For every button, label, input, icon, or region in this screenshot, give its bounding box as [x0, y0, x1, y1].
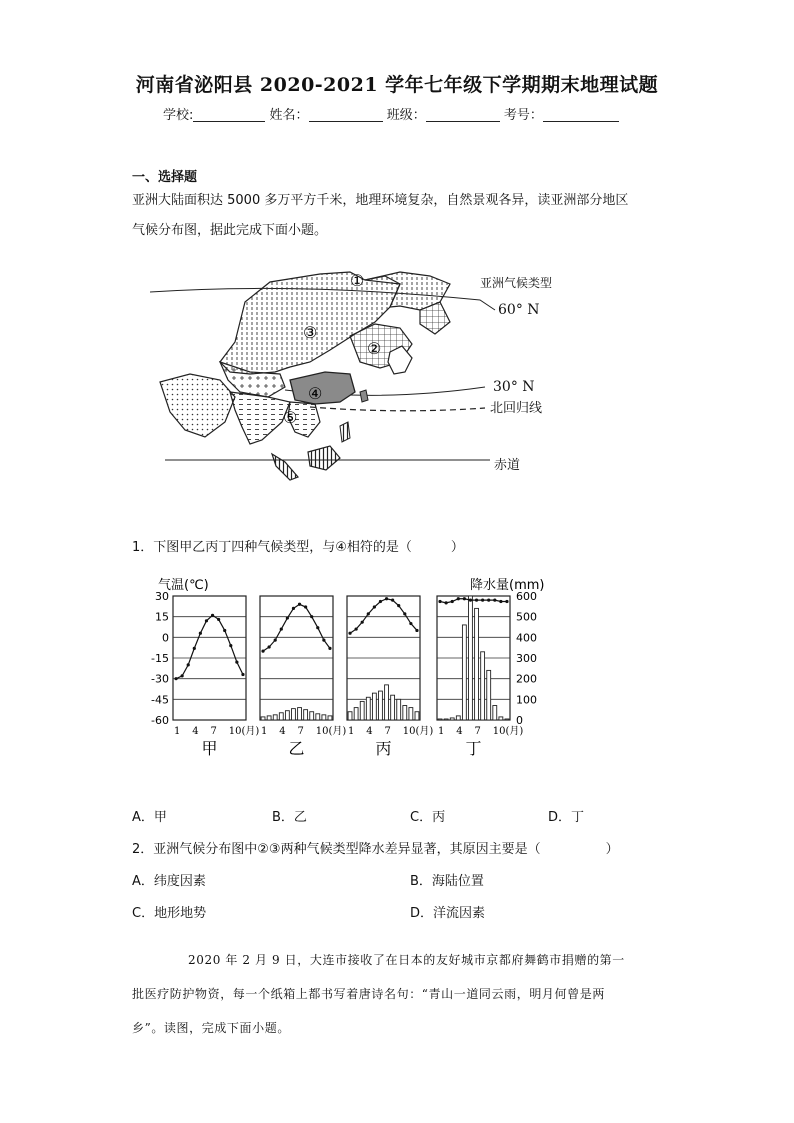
temp-point [463, 597, 466, 600]
month-tick-label: 4 [192, 726, 199, 737]
month-tick-label: 7 [210, 726, 217, 737]
precip-bar [285, 711, 289, 720]
temp-point [499, 600, 502, 603]
exam-number-label: 考号： [503, 108, 543, 123]
temp-point [292, 607, 295, 610]
temp-tick-label: 0 [162, 631, 169, 645]
precip-bar [462, 625, 466, 720]
region-4-label: ④ [308, 384, 323, 403]
lat-60-label: 60° N [498, 302, 540, 318]
month-tick-label: 1 [261, 726, 268, 737]
temp-point [373, 605, 376, 608]
month-tick-label: 4 [279, 726, 286, 737]
intro-line-2: 气候分布图，据此完成下面小题。 [132, 223, 328, 238]
precip-bar [316, 714, 320, 720]
precip-bar [391, 695, 395, 720]
month-tick-label: 4 [456, 726, 463, 737]
region-3-label: ③ [303, 323, 318, 342]
precip-tick-label: 0 [516, 714, 523, 727]
panel-name: 甲 [201, 739, 218, 758]
precip-bar [397, 699, 401, 720]
precip-bar [469, 596, 473, 720]
intro-line-1: 亚洲大陆面积达 5000 多万平方千米，地理环境复杂，自然景观各异，读亚洲部分地区 [132, 193, 629, 208]
precip-bar [450, 718, 454, 720]
precip-bar [292, 709, 296, 720]
temp-point [438, 600, 441, 603]
temp-point [316, 626, 319, 629]
region-4-area [290, 372, 355, 404]
precip-bar [379, 691, 383, 720]
temp-point [355, 627, 358, 630]
month-tick-label: 7 [474, 726, 481, 737]
lat-30-label: 30° N [493, 379, 535, 395]
temp-point [457, 597, 460, 600]
temp-point [280, 627, 283, 630]
precip-bar [279, 713, 283, 720]
section-heading: 一、选择题 [132, 170, 198, 185]
panel-name: 乙 [288, 739, 305, 758]
precip-bar [444, 719, 448, 720]
temp-tick-label: -45 [151, 693, 169, 707]
temp-point [391, 599, 394, 602]
temp-point [385, 597, 388, 600]
student-info-row [163, 104, 619, 123]
philippine-islands [340, 422, 350, 442]
temp-point [469, 599, 472, 602]
class-blank[interactable] [426, 107, 500, 122]
temp-point [361, 621, 364, 624]
temp-point [328, 647, 331, 650]
region-5-label: ⑤ [283, 408, 298, 427]
intro-paragraph [132, 186, 672, 246]
climate-charts [140, 572, 560, 762]
climate-panel [437, 596, 523, 758]
temp-tick-label: 15 [155, 610, 169, 624]
q2-option-b[interactable]: B．海陆位置 [410, 874, 484, 889]
precip-bar [438, 719, 442, 720]
month-tick-label: 10(月) [402, 726, 434, 737]
precip-bar [348, 712, 352, 720]
temp-point [310, 615, 313, 618]
precip-bar [328, 716, 332, 720]
temp-point [493, 599, 496, 602]
south-asia-area [230, 392, 290, 444]
passage-line-1: 2020 年 2 月 9 日，大连市接收了在日本的友好城市京都府舞鹤市捐赠的第一 [188, 953, 625, 967]
temp-point [367, 612, 370, 615]
temp-point [235, 661, 238, 664]
month-tick-label: 7 [297, 726, 304, 737]
precip-bar [366, 697, 370, 720]
precip-bar [298, 708, 302, 720]
tropic-label: 北回归线 [490, 401, 543, 416]
temp-point [261, 650, 264, 653]
question-2: 2．亚洲气候分布图中②③两种气候类型降水差异显著，其原因主要是（ ） [132, 842, 619, 857]
month-tick-label: 10(月) [492, 726, 524, 737]
temp-point [298, 603, 301, 606]
precip-bar [499, 717, 503, 720]
q2-option-d[interactable]: D．洋流因素 [410, 906, 486, 921]
precip-bar [385, 685, 389, 720]
climate-panel [173, 596, 259, 758]
temp-tick-label: -60 [151, 714, 169, 727]
precip-bar [273, 715, 277, 720]
temp-point [445, 601, 448, 604]
month-tick-label: 10(月) [228, 726, 260, 737]
temp-point [187, 663, 190, 666]
precip-bar [310, 712, 314, 720]
panel-name: 丁 [465, 739, 482, 758]
taiwan-island [360, 390, 368, 402]
precip-axis-label: 降水量(mm) [470, 578, 545, 593]
region-1-label: ① [350, 271, 365, 290]
precip-bar [372, 693, 376, 720]
month-tick-label: 1 [174, 726, 181, 737]
passage-line-3: 乡”。读图，完成下面小题。 [132, 1021, 290, 1035]
name-label: 姓名： [269, 108, 309, 123]
precip-bar [475, 608, 479, 720]
sumatra-island [272, 454, 298, 480]
precip-tick-label: 200 [516, 672, 537, 686]
q1-option-b[interactable]: B．乙 [272, 810, 307, 825]
temp-axis-label: 气温(℃) [158, 578, 209, 593]
temp-point [304, 605, 307, 608]
borneo-island [308, 446, 340, 470]
passage-paragraph [132, 943, 672, 1045]
precip-tick-label: 600 [516, 590, 537, 603]
temp-point [451, 600, 454, 603]
precip-bar [403, 706, 407, 720]
temp-point [223, 629, 226, 632]
temp-point [211, 614, 214, 617]
temp-point [409, 622, 412, 625]
q1-option-c[interactable]: C．丙 [410, 810, 446, 825]
temp-point [199, 632, 202, 635]
exam-number-blank[interactable] [543, 107, 619, 122]
tropic-line [310, 407, 485, 411]
climate-panel [260, 596, 346, 758]
temp-point [397, 604, 400, 607]
region-2-label: ② [367, 339, 382, 358]
precip-bar [304, 710, 308, 720]
temp-point [205, 619, 208, 622]
precip-bar [505, 719, 509, 720]
precip-bar [415, 712, 419, 720]
q2-option-c[interactable]: C．地形地势 [132, 906, 207, 921]
precip-bar [322, 715, 326, 720]
temp-point [217, 618, 220, 621]
west-asia-area [160, 374, 235, 437]
precip-bar [487, 670, 491, 720]
climate-panel [347, 596, 433, 758]
panel-name: 丙 [375, 739, 392, 758]
precip-bar [360, 701, 364, 720]
passage-line-2: 批医疗防护物资，每一个纸箱上都书写着唐诗名句：“青山一道同云雨，明月何曾是两 [132, 987, 605, 1001]
temp-point [415, 629, 418, 632]
temp-point [229, 644, 232, 647]
temp-point [286, 616, 289, 619]
temp-point [181, 674, 184, 677]
month-tick-label: 1 [348, 726, 355, 737]
precip-tick-label: 400 [516, 631, 537, 645]
question-1: 1．下图甲乙丙丁四种气候类型，与④相符的是（ ） [132, 540, 464, 555]
temp-point [193, 647, 196, 650]
precip-tick-label: 300 [516, 652, 537, 665]
temp-point [322, 638, 325, 641]
temp-point [348, 632, 351, 635]
precip-tick-label: 100 [516, 693, 537, 707]
temp-point [274, 638, 277, 641]
temp-point [403, 612, 406, 615]
temp-tick-label: 30 [155, 590, 169, 603]
class-label: 班级： [386, 108, 426, 123]
temp-point [268, 645, 271, 648]
temp-point [487, 599, 490, 602]
precip-bar [456, 716, 460, 720]
temp-point [481, 599, 484, 602]
equator-label: 赤道 [494, 458, 521, 473]
precip-bar [481, 652, 485, 720]
temp-point [241, 673, 244, 676]
map-legend-title: 亚洲气候类型 [480, 276, 553, 290]
name-blank[interactable] [309, 107, 383, 122]
temp-tick-label: -30 [151, 672, 169, 686]
precip-bar [261, 717, 265, 720]
precip-bar [354, 708, 358, 720]
q1-option-a[interactable]: A．甲 [132, 810, 167, 825]
page-title: 河南省泌阳县 2020-2021 学年七年级下学期期末地理试题 [135, 74, 659, 96]
q1-option-d[interactable]: D．丁 [548, 810, 585, 825]
month-tick-label: 1 [438, 726, 445, 737]
precip-tick-label: 500 [516, 610, 537, 624]
q2-option-a[interactable]: A．纬度因素 [132, 874, 206, 889]
precip-bar [267, 716, 271, 720]
month-tick-label: 7 [384, 726, 391, 737]
temp-point [475, 599, 478, 602]
school-blank[interactable] [193, 107, 265, 122]
temp-point [379, 600, 382, 603]
temp-tick-label: -15 [151, 652, 169, 665]
precip-bar [493, 706, 497, 720]
precip-bar [409, 708, 413, 720]
month-tick-label: 10(月) [315, 726, 347, 737]
school-label: 学校: [163, 108, 194, 123]
temp-point [174, 677, 177, 680]
temp-point [505, 600, 508, 603]
month-tick-label: 4 [366, 726, 373, 737]
